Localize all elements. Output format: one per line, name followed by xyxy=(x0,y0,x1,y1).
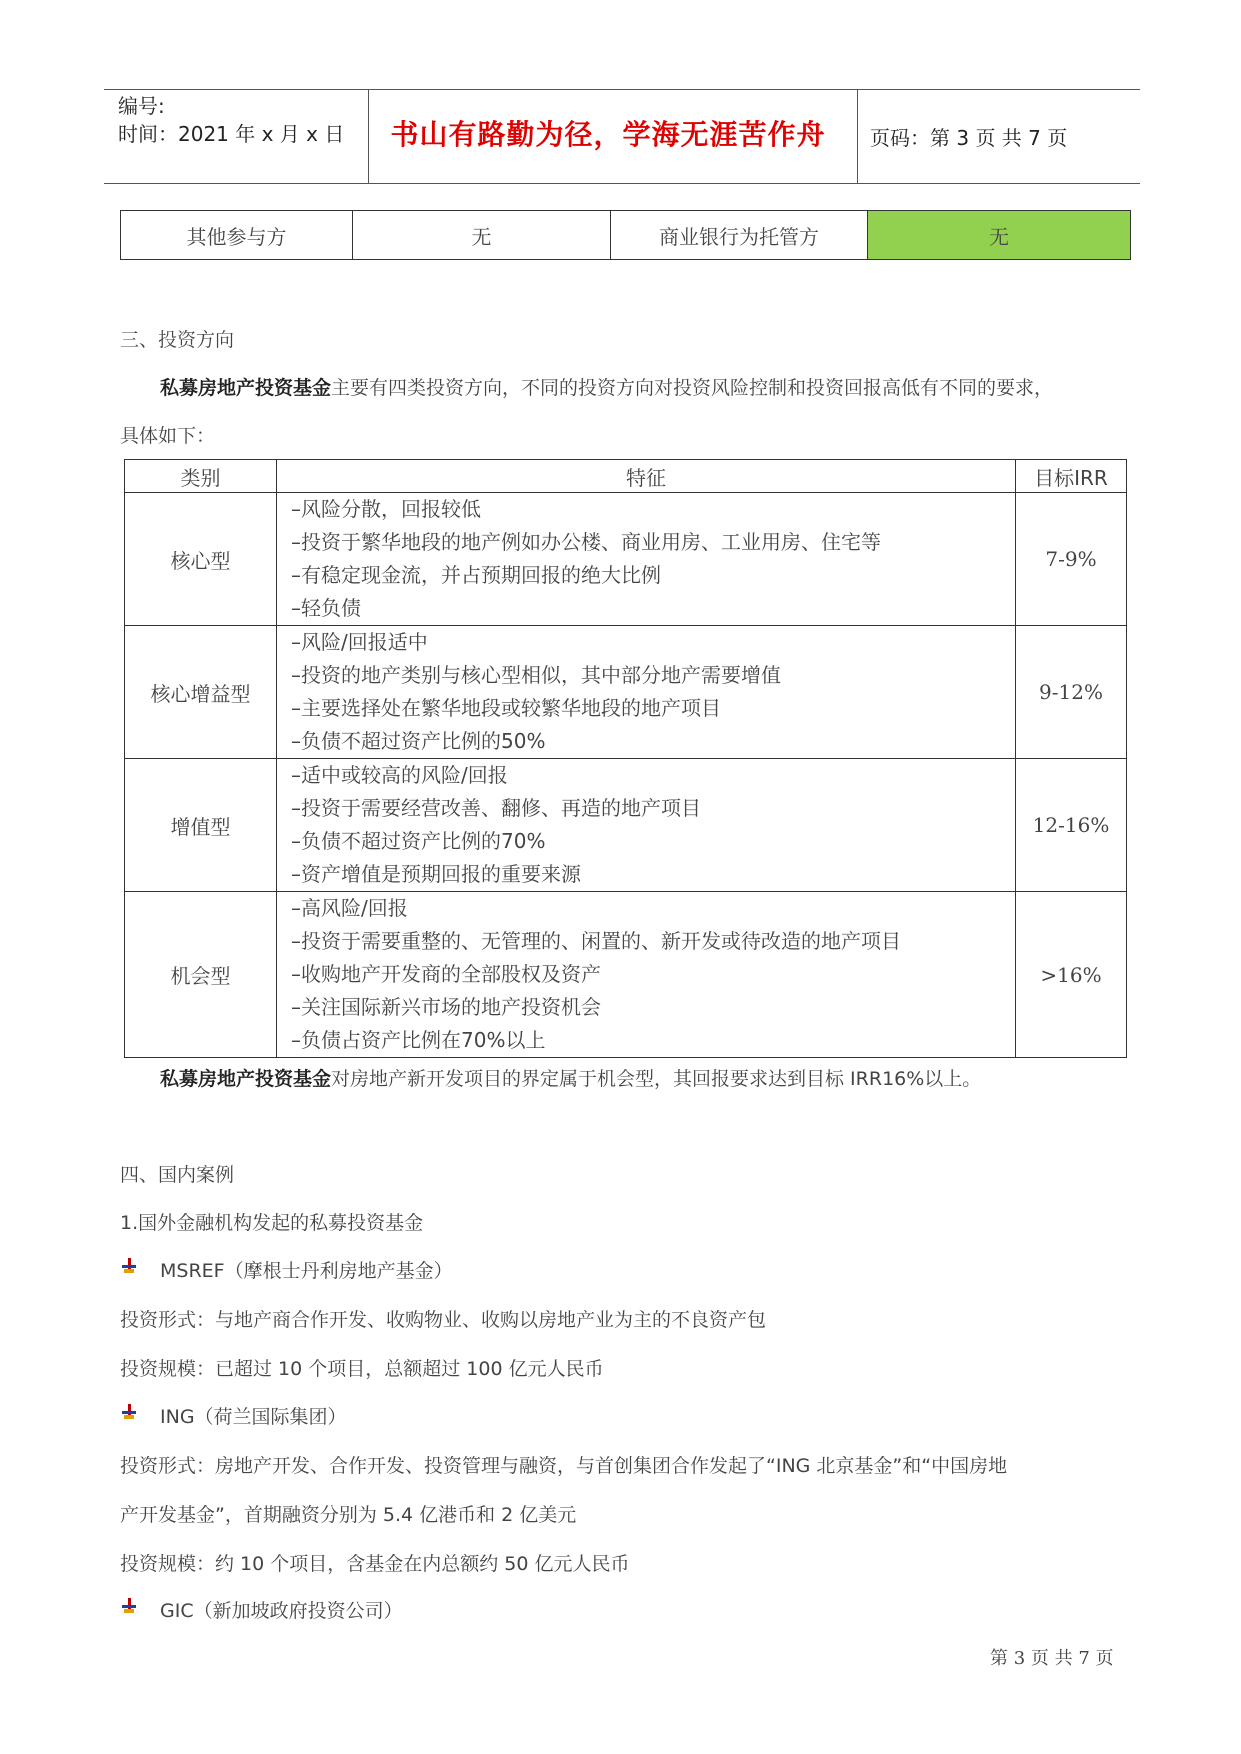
feature-item: –负债占资产比例在70%以上 xyxy=(291,1028,546,1052)
header-bottom-rule xyxy=(104,183,1140,184)
bullet-icon xyxy=(122,1404,136,1422)
feature-item: –关注国际新兴市场的地产投资机会 xyxy=(291,995,601,1019)
irr-cell: 12-16% xyxy=(1016,759,1127,892)
table-row xyxy=(121,211,1131,260)
category-cell: 核心型 xyxy=(125,493,277,626)
table-row xyxy=(125,759,1127,892)
table-header-row xyxy=(125,460,1127,493)
column-header-irr: 目标IRR xyxy=(1016,460,1127,493)
irr-cell: 7-9% xyxy=(1016,493,1127,626)
feature-item: –主要选择处在繁华地段或较繁华地段的地产项目 xyxy=(291,696,721,720)
category-cell: 增值型 xyxy=(125,759,277,892)
table-cell-highlight: 无 xyxy=(868,211,1131,260)
table-cell: 商业银行为托管方 xyxy=(611,211,868,260)
feature-item: –负债不超过资产比例的50% xyxy=(291,729,546,753)
feature-item: –投资于繁华地段的地产例如办公楼、商业用房、工业用房、住宅等 xyxy=(291,530,881,554)
header-meta xyxy=(118,92,344,148)
feature-item: –有稳定现金流，并占预期回报的绝大比例 xyxy=(291,563,661,587)
irr-cell: >16% xyxy=(1016,892,1127,1058)
table-row xyxy=(125,493,1127,626)
page-footer: 第 3 页 共 7 页 xyxy=(990,1648,1114,1669)
header-divider-right xyxy=(857,90,858,183)
feature-item: –投资于需要重整的、无管理的、闲置的、新开发或待改造的地产项目 xyxy=(291,929,901,953)
features-cell xyxy=(277,892,1016,1058)
feature-item: –资产增值是预期回报的重要来源 xyxy=(291,862,581,886)
table-cell: 无 xyxy=(353,211,611,260)
case-title-ing: ING（荷兰国际集团） xyxy=(160,1406,347,1428)
header-page-label: 页码：第 3 页 共 7 页 xyxy=(870,126,1068,150)
features-cell xyxy=(277,493,1016,626)
participants-table xyxy=(120,210,1131,260)
feature-item: –负债不超过资产比例的70% xyxy=(291,829,546,853)
case-title-gic: GIC（新加坡政府投资公司） xyxy=(160,1600,403,1622)
column-header-category: 类别 xyxy=(125,460,277,493)
irr-cell: 9-12% xyxy=(1016,626,1127,759)
bullet-icon xyxy=(122,1598,136,1616)
section3-intro-line1 xyxy=(160,373,1053,400)
section3-intro-line2: 具体如下： xyxy=(120,425,216,447)
section-heading-investment-direction: 三、投资方向 xyxy=(120,329,235,351)
category-cell: 核心增益型 xyxy=(125,626,277,759)
case-ing-form-line2: 产开发基金”，首期融资分别为 5.4 亿港币和 2 亿美元 xyxy=(120,1504,577,1526)
header-motto: 书山有路勤为径，学海无涯苦作舟 xyxy=(390,118,826,151)
features-cell xyxy=(277,626,1016,759)
feature-item: –投资的地产类别与核心型相似，其中部分地产需要增值 xyxy=(291,663,781,687)
intro-text: 主要有四类投资方向，不同的投资方向对投资风险控制和投资回报高低有不同的要求， xyxy=(331,377,1054,399)
bullet-icon xyxy=(122,1258,136,1276)
note-text: 对房地产新开发项目的界定属于机会型，其回报要求达到目标 IRR16%以上。 xyxy=(331,1068,982,1090)
feature-item: –收购地产开发商的全部股权及资产 xyxy=(291,962,601,986)
fund-name-bold: 私募房地产投资基金 xyxy=(160,1068,332,1090)
column-header-features: 特征 xyxy=(277,460,1016,493)
feature-item: –投资于需要经营改善、翻修、再造的地产项目 xyxy=(291,796,701,820)
document-number-label: 编号: xyxy=(118,94,165,118)
case-ing-form-line1: 投资形式：房地产开发、合作开发、投资管理与融资，与首创集团合作发起了“ING 北京基金”和“中国房地 xyxy=(120,1455,1008,1477)
header-top-rule xyxy=(104,89,1140,90)
case-msref-scale: 投资规模：已超过 10 个项目，总额超过 100 亿元人民币 xyxy=(120,1358,604,1380)
section-heading-domestic-cases: 四、国内案例 xyxy=(120,1164,235,1186)
feature-item: –风险/回报适中 xyxy=(291,630,428,654)
case-ing-scale: 投资规模：约 10 个项目，含基金在内总额约 50 亿元人民币 xyxy=(120,1553,630,1575)
feature-item: –高风险/回报 xyxy=(291,896,408,920)
after-table-note xyxy=(160,1064,981,1091)
investment-direction-table xyxy=(124,459,1127,1058)
feature-item: –轻负债 xyxy=(291,596,361,620)
subsection-foreign-funds: 1.国外金融机构发起的私募投资基金 xyxy=(120,1212,424,1234)
features-cell xyxy=(277,759,1016,892)
document-time-label: 时间：2021 年 x 月 x 日 xyxy=(118,122,345,146)
category-cell: 机会型 xyxy=(125,892,277,1058)
table-row xyxy=(125,892,1127,1058)
table-row xyxy=(125,626,1127,759)
case-title-msref: MSREF（摩根士丹利房地产基金） xyxy=(160,1260,453,1282)
feature-item: –适中或较高的风险/回报 xyxy=(291,763,508,787)
case-msref-form: 投资形式：与地产商合作开发、收购物业、收购以房地产业为主的不良资产包 xyxy=(120,1309,767,1331)
table-cell: 其他参与方 xyxy=(121,211,353,260)
fund-name-bold: 私募房地产投资基金 xyxy=(160,377,332,399)
feature-item: –风险分散，回报较低 xyxy=(291,497,481,521)
